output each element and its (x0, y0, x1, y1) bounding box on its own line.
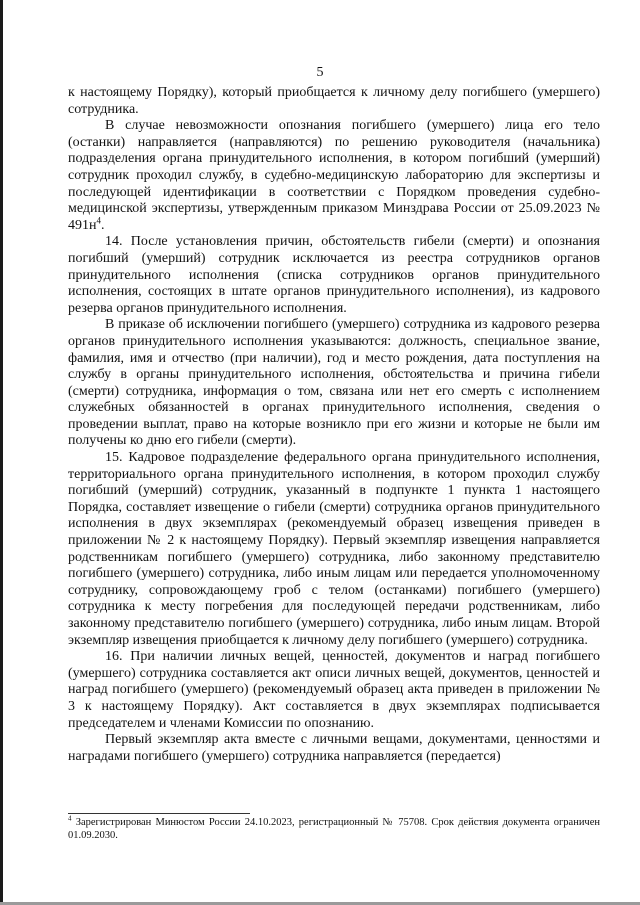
paragraph-15 (68, 450, 600, 649)
paragraph-continuation (68, 85, 600, 118)
paragraph-text: 14. После установления причин, обстоятельств гибели (смерти) и опознания погибший (умерший) сотрудник исключается из реестра сотрудников органов принудительного исполнения (списка сотрудников органов принудительного исполнения, состоящих в штате органов принудительного исполнения), из кадрового резерва органов принудительного исполнения. (68, 234, 600, 316)
footnote-marker: 4 (68, 814, 72, 823)
paragraph-text: В приказе об исключении погибшего (умершего) сотрудника из кадрового резерва органов принудительного исполнения указываются: должность, специальное звание, фамилия, имя и отчество (при наличии), год и место рождения, дата поступления на службу в органы принудительного исполнения, обстоятельства и причина гибели (смерти) сотрудника, информация о том, связана или нет его смерть с исполнением служебных обязанностей в органах принудительного исполнения, сведения о проведении выплат, право на которые возникло при его жизни и которые не были им получены ко дню его гибели (смерти). (68, 317, 600, 449)
paragraph-16 (68, 649, 600, 732)
paragraph-tail: . (101, 217, 105, 233)
paragraph-identification (68, 118, 600, 234)
scan-edge-left (0, 0, 3, 905)
paragraph-text: В случае невозможности опознания погибшего (умершего) лица его тело (останки) направляется (направляются) по решению руководителя (начальника) подразделения органа принудительного исполнения, в котором погибший (умерший) сотрудник проходил службу, в судебно-медицинскую лабораторию для экспертизы и последующей идентификации в соответствии с Порядком проведения судебно-медицинской экспертизы, утвержденным приказом Минздрава России от 25.09.2023 № 491н (68, 118, 600, 233)
footnote-reference: 4 (96, 215, 101, 226)
paragraph-text: к настоящему Порядку), который приобщается к личному делу погибшего (умершего) сотрудника. (68, 85, 600, 117)
paragraph-text: 15. Кадровое подразделение федерального органа принудительного исполнения, территориального органа принудительного исполнения, в котором проходил службу погибший (умерший) сотрудник, указанный в подпункте 1 пункта 1 настоящего Порядка, составляет извещение о гибели (смерти) сотрудника органов принудительного исполнения в двух экземплярах (рекомендуемый образец извещения приведен в приложении № 2 к настоящему Порядку). Первый экземпляр извещения направляется родственникам погибшего (умершего) сотрудника, либо законному представителю погибшего (умершего) сотрудника, либо иным лицам или передается уполномоченному сотруднику, сопровождающему гроб с телом (останками) погибшего (умершего) сотрудника к месту погребения для последующей передачи родственникам, либо законному представителю погибшего (умершего) сотрудника, либо иным лицам. Второй экземпляр извещения приобщается к личному делу погибшего (умершего) сотрудника. (68, 450, 600, 648)
paragraph-text: 16. При наличии личных вещей, ценностей, документов и наград погибшего (умершего) сотрудника составляется акт описи личных вещей, документов, ценностей и наград погибшего (умершего) (рекомендуемый образец акта приведен в приложении № 3 к настоящему Порядку). Акт составляется в двух экземплярах подписывается председателем и членами Комиссии по опознанию. (68, 649, 600, 731)
footnote-separator (68, 813, 250, 814)
page-number: 5 (316, 65, 324, 80)
body-text (68, 85, 600, 765)
paragraph-text: Первый экземпляр акта вместе с личными вещами, документами, ценностями и наградами погибшего (умершего) сотрудника направляется (передается) (68, 732, 600, 764)
footnote (68, 816, 600, 842)
paragraph-order-details (68, 317, 600, 450)
footnote-text: Зарегистрирован Минюстом России 24.10.2023, регистрационный № 75708. Срок действия документа ограничен 01.09.2030. (68, 817, 600, 841)
paragraph-first-copy (68, 732, 600, 765)
paragraph-14 (68, 234, 600, 317)
